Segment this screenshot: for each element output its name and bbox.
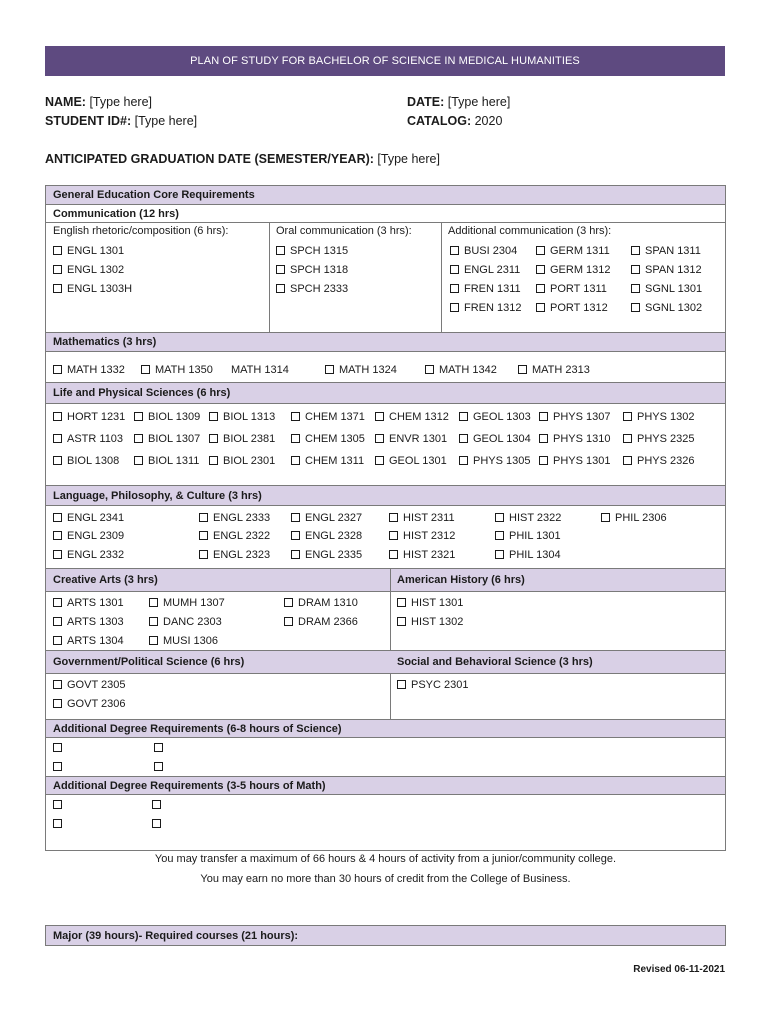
checkbox-icon[interactable] <box>53 819 62 828</box>
checkbox-icon[interactable] <box>291 513 300 522</box>
checkbox-icon[interactable] <box>389 531 398 540</box>
checkbox-icon[interactable] <box>284 598 293 607</box>
checkbox-icon[interactable] <box>375 456 384 465</box>
checkbox-icon[interactable] <box>53 636 62 645</box>
course-checkbox[interactable]: SGNL 1302 <box>631 301 702 315</box>
checkbox-icon[interactable] <box>601 513 610 522</box>
course-checkbox[interactable]: GEOL 1304 <box>459 432 531 446</box>
transfer-note: You may transfer a maximum of 66 hours & 4 hours of activity from a junior/community college. <box>154 853 617 865</box>
course-checkbox[interactable]: ARTS 1301 <box>53 596 124 610</box>
checkbox-icon[interactable] <box>631 284 640 293</box>
oral-label: Oral communication (3 hrs): <box>276 225 412 237</box>
checkbox-icon[interactable] <box>199 513 208 522</box>
course-checkbox[interactable]: PHYS 1301 <box>539 454 610 468</box>
revised-date: Revised 06-11-2021 <box>633 964 725 975</box>
checkbox-icon[interactable] <box>450 284 459 293</box>
course-checkbox[interactable]: GERM 1311 <box>536 244 610 258</box>
major-heading: Major (39 hours)- Required courses (21 hours): <box>45 925 726 946</box>
checkbox-icon[interactable] <box>518 365 527 374</box>
checkbox-icon[interactable] <box>199 531 208 540</box>
course-checkbox[interactable]: BIOL 1308 <box>53 454 119 468</box>
communication-heading: Communication (12 hrs) <box>53 208 179 220</box>
checkbox-icon[interactable] <box>459 434 468 443</box>
checkbox-icon[interactable] <box>291 412 300 421</box>
course-checkbox[interactable]: HIST 1301 <box>397 596 463 610</box>
gen-ed-heading: General Education Core Requirements <box>45 185 726 205</box>
course-checkbox[interactable]: PHYS 1305 <box>459 454 530 468</box>
additional-math-heading: Additional Degree Requirements (3-5 hours of Math) <box>45 776 726 795</box>
course-checkbox[interactable]: MUMH 1307 <box>149 596 225 610</box>
blank-checkbox[interactable] <box>154 741 168 755</box>
blank-checkbox[interactable] <box>53 760 67 774</box>
course-checkbox[interactable]: PSYC 2301 <box>397 678 468 692</box>
course-checkbox[interactable]: ENGL 2328 <box>291 529 362 543</box>
course-checkbox[interactable]: ENGL 2323 <box>199 548 270 562</box>
name-field[interactable]: NAME: [Type here] <box>45 95 152 109</box>
course-checkbox[interactable]: GOVT 2306 <box>53 697 126 711</box>
checkbox-icon[interactable] <box>495 531 504 540</box>
checkbox-icon[interactable] <box>631 303 640 312</box>
checkbox-icon[interactable] <box>291 531 300 540</box>
blank-checkbox[interactable] <box>53 798 67 812</box>
course-checkbox[interactable]: MATH 2313 <box>518 363 590 377</box>
checkbox-icon[interactable] <box>536 303 545 312</box>
checkbox-icon[interactable] <box>291 434 300 443</box>
course-checkbox[interactable]: PHIL 1301 <box>495 529 561 543</box>
course-checkbox[interactable]: HIST 2322 <box>495 511 561 525</box>
checkbox-icon[interactable] <box>495 513 504 522</box>
course-checkbox[interactable]: ENGL 2335 <box>291 548 362 562</box>
checkbox-icon[interactable] <box>397 617 406 626</box>
course-checkbox[interactable]: ARTS 1304 <box>53 634 124 648</box>
blank-checkbox[interactable] <box>53 741 67 755</box>
course-checkbox[interactable]: PHYS 1310 <box>539 432 610 446</box>
checkbox-icon[interactable] <box>53 617 62 626</box>
course-checkbox[interactable]: ENGL 1301 <box>53 244 124 258</box>
checkbox-icon[interactable] <box>536 265 545 274</box>
course-checkbox[interactable]: CHEM 1312 <box>375 410 449 424</box>
checkbox-icon[interactable] <box>149 617 158 626</box>
checkbox-icon[interactable] <box>284 617 293 626</box>
course-checkbox[interactable]: MATH 1342 <box>425 363 497 377</box>
checkbox-icon[interactable] <box>375 412 384 421</box>
course-checkbox[interactable]: PHIL 2306 <box>601 511 667 525</box>
checkbox-icon[interactable] <box>539 412 548 421</box>
course-checkbox[interactable]: ENGL 2309 <box>53 529 124 543</box>
checkbox-icon[interactable] <box>53 456 62 465</box>
course-checkbox[interactable]: HIST 1302 <box>397 615 463 629</box>
checkbox-icon[interactable] <box>397 598 406 607</box>
catalog-field: CATALOG: 2020 <box>407 114 503 128</box>
checkbox-icon[interactable] <box>149 636 158 645</box>
checkbox-icon[interactable] <box>276 265 285 274</box>
course-checkbox[interactable]: HORT 1231 <box>53 410 125 424</box>
course-checkbox[interactable]: SPCH 1315 <box>276 244 348 258</box>
plan-title: PLAN OF STUDY FOR BACHELOR OF SCIENCE IN MEDICAL HUMANITIES <box>45 46 725 76</box>
checkbox-icon[interactable] <box>209 412 218 421</box>
american-history-heading: American History (6 hrs) <box>397 574 525 586</box>
checkbox-icon[interactable] <box>291 456 300 465</box>
course-checkbox[interactable]: CHEM 1311 <box>291 454 364 468</box>
course-checkbox[interactable]: DRAM 1310 <box>284 596 358 610</box>
course-checkbox[interactable]: ENGL 2333 <box>199 511 270 525</box>
checkbox-icon[interactable] <box>291 550 300 559</box>
checkbox-icon[interactable] <box>152 800 161 809</box>
checkbox-icon[interactable] <box>53 246 62 255</box>
checkbox-icon[interactable] <box>149 598 158 607</box>
checkbox-icon[interactable] <box>154 743 163 752</box>
checkbox-icon[interactable] <box>450 303 459 312</box>
course-checkbox[interactable]: ENGL 2311 <box>450 263 520 277</box>
course-checkbox[interactable]: HIST 2321 <box>389 548 455 562</box>
course-checkbox[interactable]: SPCH 2333 <box>276 282 348 296</box>
checkbox-icon[interactable] <box>134 434 143 443</box>
checkbox-icon[interactable] <box>495 550 504 559</box>
course-checkbox[interactable]: ASTR 1103 <box>53 432 123 446</box>
math-heading: Mathematics (3 hrs) <box>45 332 726 352</box>
checkbox-icon[interactable] <box>631 246 640 255</box>
checkbox-icon[interactable] <box>276 246 285 255</box>
rhetoric-label: English rhetoric/composition (6 hrs): <box>53 225 229 237</box>
checkbox-icon[interactable] <box>539 434 548 443</box>
additional-science-heading: Additional Degree Requirements (6-8 hours of Science) <box>45 719 726 738</box>
course-checkbox[interactable]: PORT 1312 <box>536 301 608 315</box>
course-checkbox[interactable]: MATH 1324 <box>325 363 397 377</box>
checkbox-icon[interactable] <box>53 365 62 374</box>
checkbox-icon[interactable] <box>389 550 398 559</box>
checkbox-icon[interactable] <box>623 456 632 465</box>
checkbox-icon[interactable] <box>209 434 218 443</box>
course-checkbox[interactable]: BIOL 1309 <box>134 410 200 424</box>
course-checkbox[interactable]: DANC 2303 <box>149 615 222 629</box>
creative-arts-heading: Creative Arts (3 hrs) <box>53 574 158 586</box>
checkbox-icon[interactable] <box>134 412 143 421</box>
checkbox-icon[interactable] <box>389 513 398 522</box>
course-checkbox[interactable]: MATH 1332 <box>53 363 125 377</box>
course-checkbox[interactable]: ENGL 2322 <box>199 529 270 543</box>
checkbox-icon[interactable] <box>459 412 468 421</box>
course-checkbox[interactable]: HIST 2311 <box>389 511 455 525</box>
checkbox-icon[interactable] <box>623 434 632 443</box>
course-checkbox[interactable]: GEOL 1303 <box>459 410 531 424</box>
language-heading: Language, Philosophy, & Culture (3 hrs) <box>45 485 726 506</box>
course-checkbox[interactable]: SPCH 1318 <box>276 263 348 277</box>
blank-checkbox[interactable] <box>154 760 168 774</box>
checkbox-icon[interactable] <box>134 456 143 465</box>
course-checkbox[interactable]: SPAN 1312 <box>631 263 702 277</box>
checkbox-icon[interactable] <box>325 365 334 374</box>
checkbox-icon[interactable] <box>53 743 62 752</box>
checkbox-icon[interactable] <box>53 598 62 607</box>
checkbox-icon[interactable] <box>53 265 62 274</box>
checkbox-icon[interactable] <box>536 246 545 255</box>
checkbox-icon[interactable] <box>623 412 632 421</box>
checkbox-icon[interactable] <box>53 699 62 708</box>
course-checkbox[interactable]: PHYS 2325 <box>623 432 694 446</box>
social-heading: Social and Behavioral Science (3 hrs) <box>397 656 593 668</box>
checkbox-icon[interactable] <box>276 284 285 293</box>
course-checkbox[interactable]: ENGL 1302 <box>53 263 124 277</box>
course-checkbox[interactable]: CHEM 1305 <box>291 432 365 446</box>
checkbox-icon[interactable] <box>209 456 218 465</box>
checkbox-icon[interactable] <box>53 680 62 689</box>
checkbox-icon[interactable] <box>450 265 459 274</box>
course-checkbox[interactable]: ENGL 2341 <box>53 511 124 525</box>
checkbox-icon[interactable] <box>539 456 548 465</box>
course-checkbox[interactable]: GERM 1312 <box>536 263 611 277</box>
checkbox-icon[interactable] <box>141 365 150 374</box>
checkbox-icon[interactable] <box>154 762 163 771</box>
blank-checkbox[interactable] <box>152 817 166 831</box>
checkbox-icon[interactable] <box>53 284 62 293</box>
date-field[interactable]: DATE: [Type here] <box>407 95 511 109</box>
course-checkbox[interactable]: PORT 1311 <box>536 282 607 296</box>
course-checkbox[interactable]: DRAM 2366 <box>284 615 358 629</box>
course-checkbox[interactable]: MATH 1350 <box>141 363 213 377</box>
course-checkbox[interactable]: BIOL 1313 <box>209 410 275 424</box>
course-checkbox[interactable]: ENGL 2332 <box>53 548 124 562</box>
checkbox-icon[interactable] <box>53 412 62 421</box>
course-checkbox[interactable]: ENVR 1301 <box>375 432 447 446</box>
checkbox-icon[interactable] <box>53 513 62 522</box>
course-checkbox[interactable]: PHIL 1304 <box>495 548 561 562</box>
checkbox-icon[interactable] <box>450 246 459 255</box>
student-id-field[interactable]: STUDENT ID#: [Type here] <box>45 114 198 128</box>
course-checkbox[interactable]: FREN 1312 <box>450 301 521 315</box>
business-credit-note: You may earn no more than 30 hours of credit from the College of Business. <box>200 873 571 885</box>
course-checkbox[interactable]: ARTS 1303 <box>53 615 124 629</box>
course-checkbox[interactable]: GEOL 1301 <box>375 454 447 468</box>
course-checkbox[interactable]: PHYS 1302 <box>623 410 694 424</box>
science-heading: Life and Physical Sciences (6 hrs) <box>45 382 726 404</box>
course-checkbox[interactable]: PHYS 2326 <box>623 454 694 468</box>
course-checkbox[interactable]: BIOL 1307 <box>134 432 200 446</box>
blank-checkbox[interactable] <box>152 798 166 812</box>
checkbox-icon[interactable] <box>631 265 640 274</box>
course-checkbox[interactable]: MUSI 1306 <box>149 634 218 648</box>
checkbox-icon[interactable] <box>397 680 406 689</box>
course-checkbox[interactable]: FREN 1311 <box>450 282 521 296</box>
checkbox-icon[interactable] <box>53 762 62 771</box>
course-checkbox[interactable]: BIOL 2381 <box>209 432 275 446</box>
checkbox-icon[interactable] <box>375 434 384 443</box>
course-checkbox[interactable]: BIOL 1311 <box>134 454 199 468</box>
course-checkbox[interactable]: HIST 2312 <box>389 529 455 543</box>
course-label[interactable]: MATH 1314 <box>231 364 289 376</box>
graduation-date-field[interactable]: ANTICIPATED GRADUATION DATE (SEMESTER/YEAR): [Type here] <box>45 152 440 166</box>
course-checkbox[interactable]: SPAN 1311 <box>631 244 701 258</box>
checkbox-icon[interactable] <box>199 550 208 559</box>
course-checkbox[interactable]: PHYS 1307 <box>539 410 610 424</box>
course-checkbox[interactable]: BIOL 2301 <box>209 454 275 468</box>
checkbox-icon[interactable] <box>459 456 468 465</box>
checkbox-icon[interactable] <box>536 284 545 293</box>
course-checkbox[interactable]: ENGL 1303H <box>53 282 132 296</box>
course-checkbox[interactable]: ENGL 2327 <box>291 511 362 525</box>
course-checkbox[interactable]: BUSI 2304 <box>450 244 517 258</box>
checkbox-icon[interactable] <box>53 434 62 443</box>
course-checkbox[interactable]: CHEM 1371 <box>291 410 365 424</box>
checkbox-icon[interactable] <box>53 550 62 559</box>
checkbox-icon[interactable] <box>152 819 161 828</box>
course-checkbox[interactable]: GOVT 2305 <box>53 678 126 692</box>
checkbox-icon[interactable] <box>425 365 434 374</box>
checkbox-icon[interactable] <box>53 531 62 540</box>
additional-comm-label: Additional communication (3 hrs): <box>448 225 612 237</box>
checkbox-icon[interactable] <box>53 800 62 809</box>
blank-checkbox[interactable] <box>53 817 67 831</box>
course-checkbox[interactable]: SGNL 1301 <box>631 282 702 296</box>
government-heading: Government/Political Science (6 hrs) <box>53 656 245 668</box>
